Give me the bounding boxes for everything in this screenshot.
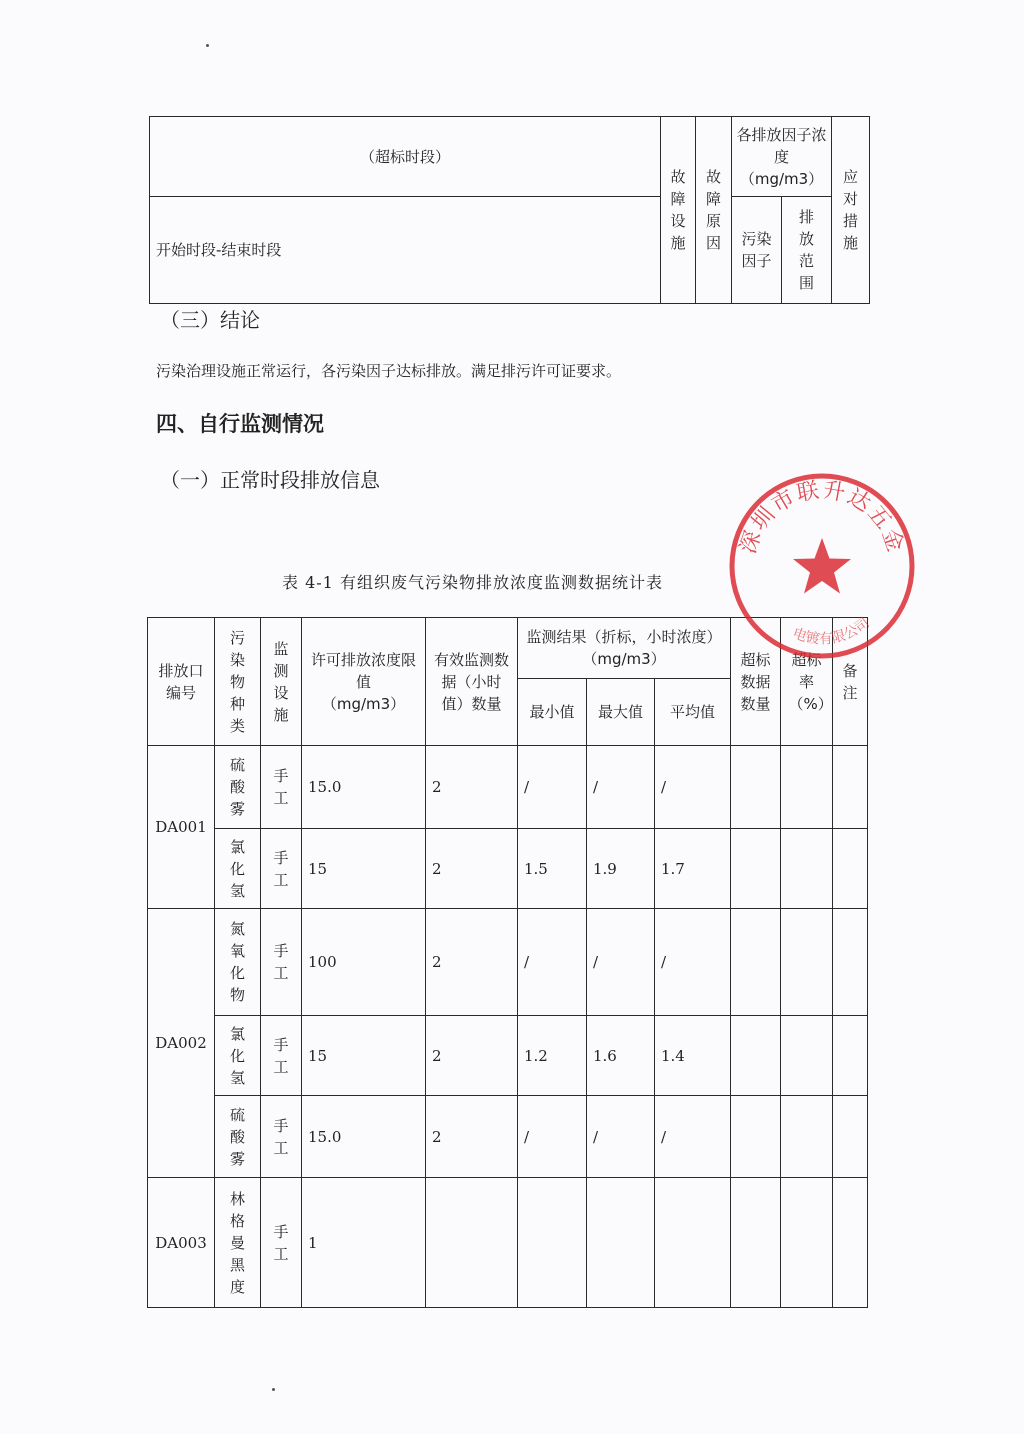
fault-facility-header: 故障设施 bbox=[661, 117, 696, 304]
pollutant-cell: 硫酸雾 bbox=[215, 1096, 261, 1178]
outlet-cell: DA003 bbox=[148, 1178, 215, 1308]
max-cell: / bbox=[587, 1096, 655, 1178]
count-cell: 2 bbox=[426, 829, 518, 909]
facility-cell: 手工 bbox=[261, 1016, 302, 1096]
min-header: 最小值 bbox=[518, 679, 587, 746]
max-cell: 1.9 bbox=[587, 829, 655, 909]
limit-cell: 1 bbox=[302, 1178, 426, 1308]
max-cell: / bbox=[587, 746, 655, 829]
min-cell: 1.2 bbox=[518, 1016, 587, 1096]
max-cell: 1.6 bbox=[587, 1016, 655, 1096]
fault-reason-header: 故障原因 bbox=[696, 117, 732, 304]
emission-range-header: 排放范围 bbox=[782, 197, 832, 304]
section4-heading: 四、自行监测情况 bbox=[156, 412, 324, 436]
facility-cell: 手工 bbox=[261, 1096, 302, 1178]
outlet-cell: DA001 bbox=[148, 746, 215, 909]
limit-cell: 15.0 bbox=[302, 746, 426, 829]
over-count-cell bbox=[731, 746, 781, 829]
pollutant-cell: 氮氧化物 bbox=[215, 909, 261, 1016]
pollutant-cell: 氯化氢 bbox=[215, 829, 261, 909]
over-count-cell bbox=[731, 1178, 781, 1308]
avg-cell: 1.4 bbox=[655, 1016, 731, 1096]
over-count-cell bbox=[731, 1096, 781, 1178]
conclusion-heading: （三）结论 bbox=[160, 308, 260, 332]
remark-cell bbox=[833, 746, 868, 829]
seal-bottom-text: 电镀有限公司 bbox=[790, 615, 873, 648]
pollutant-header: 污染物种类 bbox=[215, 618, 261, 746]
company-seal bbox=[726, 470, 918, 662]
avg-cell: 1.7 bbox=[655, 829, 731, 909]
pollutant-cell: 林格曼黑度 bbox=[215, 1178, 261, 1308]
limit-header: 许可排放浓度限值 （mg/m3） bbox=[302, 618, 426, 746]
remark-cell bbox=[833, 909, 868, 1016]
table-row bbox=[148, 1096, 868, 1178]
min-cell bbox=[518, 1178, 587, 1308]
count-cell bbox=[426, 1178, 518, 1308]
factor-concentration-header: 各排放因子浓度 （mg/m3） bbox=[732, 117, 832, 197]
response-measures-header: 应对措施 bbox=[832, 117, 870, 304]
over-rate-header: 超标率（%） bbox=[781, 618, 833, 746]
table-row bbox=[148, 1178, 868, 1308]
overtime-period-header: （超标时段） bbox=[150, 117, 661, 197]
count-cell: 2 bbox=[426, 1016, 518, 1096]
over-count-cell bbox=[731, 909, 781, 1016]
conclusion-text: 污染治理设施正常运行，各污染因子达标排放。满足排污许可证要求。 bbox=[156, 362, 622, 380]
over-rate-cell bbox=[781, 1096, 833, 1178]
remark-cell bbox=[833, 829, 868, 909]
outlet-header: 排放口编号 bbox=[148, 618, 215, 746]
min-cell: / bbox=[518, 746, 587, 829]
over-count-header: 超标数据数量 bbox=[731, 618, 781, 746]
over-count-cell bbox=[731, 1016, 781, 1096]
avg-cell: / bbox=[655, 1096, 731, 1178]
over-rate-cell bbox=[781, 1178, 833, 1308]
min-cell: / bbox=[518, 1096, 587, 1178]
over-count-cell bbox=[731, 829, 781, 909]
table-row bbox=[148, 1016, 868, 1096]
max-header: 最大值 bbox=[587, 679, 655, 746]
over-rate-cell bbox=[781, 909, 833, 1016]
remark-cell bbox=[833, 1016, 868, 1096]
avg-cell: / bbox=[655, 909, 731, 1016]
scan-speck bbox=[206, 44, 209, 47]
pollutant-cell: 硫酸雾 bbox=[215, 746, 261, 829]
outlet-cell: DA002 bbox=[148, 909, 215, 1178]
avg-header: 平均值 bbox=[655, 679, 731, 746]
remark-header: 备注 bbox=[833, 618, 868, 746]
pollution-factor-header: 污染因子 bbox=[732, 197, 782, 304]
avg-cell bbox=[655, 1178, 731, 1308]
emission-monitoring-table bbox=[147, 617, 868, 1308]
over-rate-cell bbox=[781, 1016, 833, 1096]
scan-speck bbox=[272, 1388, 275, 1391]
table-row bbox=[148, 909, 868, 1016]
valid-data-header: 有效监测数据（小时值）数量 bbox=[426, 618, 518, 746]
max-cell: / bbox=[587, 909, 655, 1016]
facility-cell: 手工 bbox=[261, 829, 302, 909]
limit-cell: 15 bbox=[302, 829, 426, 909]
facility-cell: 手工 bbox=[261, 746, 302, 829]
start-end-period-label: 开始时段-结束时段 bbox=[150, 197, 661, 304]
min-cell: 1.5 bbox=[518, 829, 587, 909]
svg-text:电镀有限公司 bbox=[790, 615, 872, 648]
star-icon bbox=[793, 538, 851, 594]
facility-cell: 手工 bbox=[261, 909, 302, 1016]
avg-cell: / bbox=[655, 746, 731, 829]
table-caption: 表 4-1 有组织废气污染物排放浓度监测数据统计表 bbox=[282, 573, 663, 592]
count-cell: 2 bbox=[426, 746, 518, 829]
fault-period-table bbox=[149, 116, 870, 304]
pollutant-cell: 氯化氢 bbox=[215, 1016, 261, 1096]
section4-subheading: （一）正常时段排放信息 bbox=[160, 468, 380, 492]
result-header: 监测结果（折标，小时浓度）（mg/m3） bbox=[518, 618, 731, 679]
over-rate-cell bbox=[781, 829, 833, 909]
count-cell: 2 bbox=[426, 1096, 518, 1178]
limit-cell: 100 bbox=[302, 909, 426, 1016]
facility-cell: 手工 bbox=[261, 1178, 302, 1308]
max-cell bbox=[587, 1178, 655, 1308]
remark-cell bbox=[833, 1096, 868, 1178]
limit-cell: 15 bbox=[302, 1016, 426, 1096]
table-row bbox=[148, 746, 868, 829]
count-cell: 2 bbox=[426, 909, 518, 1016]
seal-top-text: 深圳市联升达五金 bbox=[735, 477, 909, 557]
remark-cell bbox=[833, 1178, 868, 1308]
table-row bbox=[148, 829, 868, 909]
facility-header: 监测设施 bbox=[261, 618, 302, 746]
limit-cell: 15.0 bbox=[302, 1096, 426, 1178]
min-cell: / bbox=[518, 909, 587, 1016]
over-rate-cell bbox=[781, 746, 833, 829]
